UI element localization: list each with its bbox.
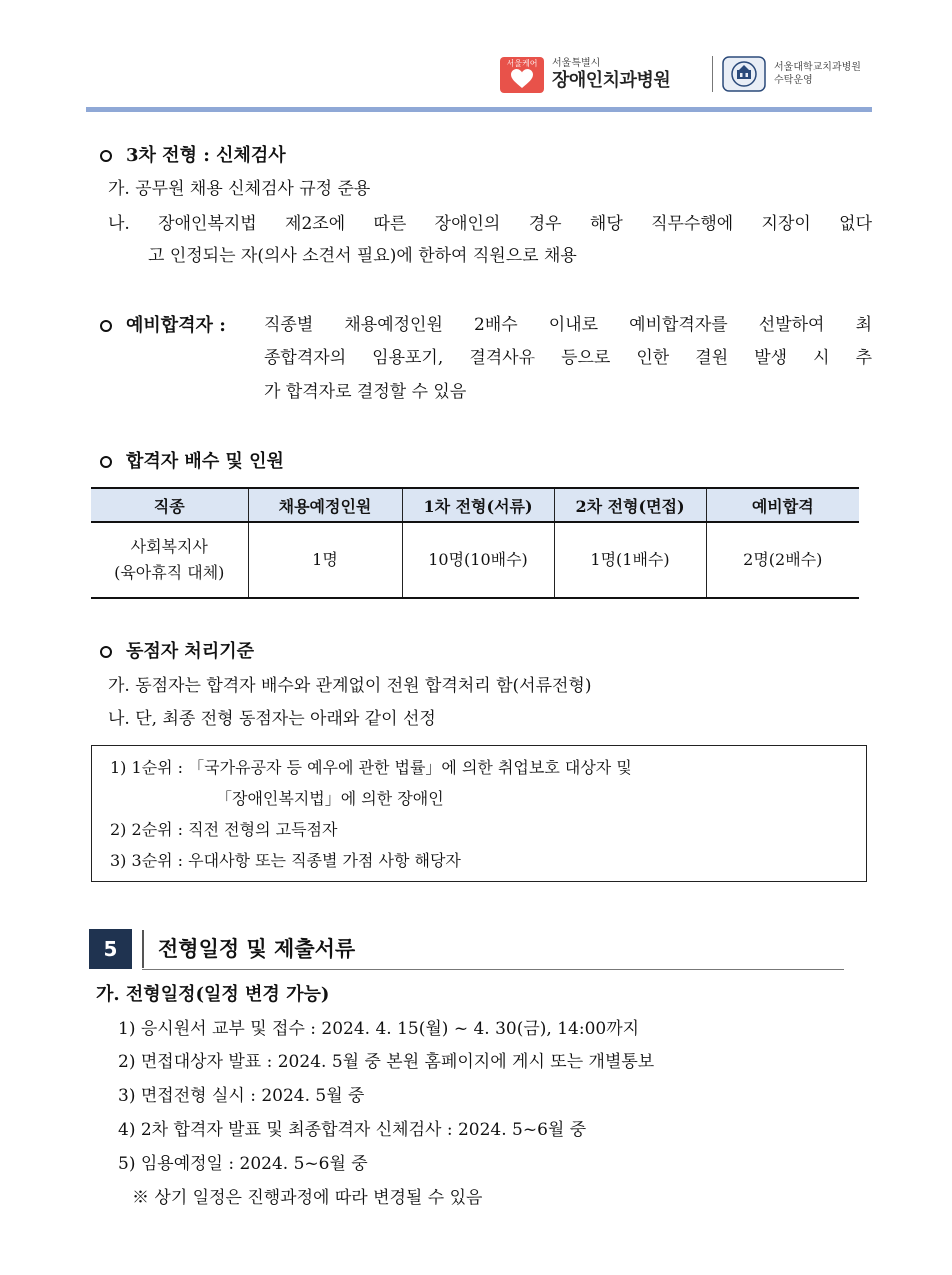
operator-text [774,61,861,87]
schedule-item-2: 2) 면접대상자 발표 : 2024. 5월 중 본원 홈페이지에 게시 또는 개별통보 [118,1052,655,1072]
stage3-title: 3차 전형 : 신체검사 [126,145,286,166]
job-name: 사회복지사 [130,537,208,556]
quota-title: 합격자 배수 및 인원 [126,451,284,472]
tie-title: 동점자 처리기준 [126,641,254,662]
quota-table [91,487,859,599]
section-number-badge: 5 [89,929,132,969]
tie-item-b: 나. 단, 최종 전형 동점자는 아래와 같이 선정 [108,709,436,729]
cell-second-stage: 1명(1배수) [554,522,706,598]
header-job: 직종 [91,488,248,522]
section-title: 전형일정 및 제출서류 [158,936,356,961]
circle-bullet-icon [100,150,112,162]
stage3-item-b-line2: 고 인정되는 자(의사 소견서 필요)에 한하여 직원으로 채용 [148,246,577,266]
hospital-logo [500,56,670,94]
stage3-item-b-line1: 나. 장애인복지법 제2조에 따른 장애인의 경우 해당 직무수행에 지장이 없다 [108,214,872,234]
schedule-subtitle: 가. 전형일정(일정 변경 가능) [96,984,330,1005]
schedule-note: ※ 상기 일정은 진행과정에 따라 변경될 수 있음 [132,1188,483,1208]
hospital-name: 장애인치과병원 [552,70,671,91]
rank3: 3) 3순위 : 우대사항 또는 직종별 가점 사항 해당자 [110,851,461,870]
job-note: (육아휴직 대체) [114,563,225,582]
quota-heading [100,450,284,474]
reserve-line3: 가 합격자로 결정할 수 있음 [264,382,467,402]
cell-planned: 1명 [248,522,402,598]
schedule-item-5: 5) 임용예정일 : 2024. 5~6월 중 [118,1154,368,1174]
heart-icon [511,69,533,89]
seoul-care-label: 서울케어 [506,59,538,68]
seoul-care-logo [500,57,544,93]
rank1-line1: 1) 1순위 : 「국가유공자 등 예우에 관한 법률」에 의한 취업보호 대상자 및 [110,758,632,777]
city-name: 서울특별시 [552,58,601,69]
section-divider [142,930,144,968]
rank2: 2) 2순위 : 직전 전형의 고득점자 [110,820,338,839]
header-bar [86,107,872,112]
cell-first-stage: 10명(10배수) [402,522,554,598]
schedule-item-3: 3) 면접전형 실시 : 2024. 5월 중 [118,1086,365,1106]
table-header-row [91,488,859,522]
rank1-line2: 「장애인복지법」에 의한 장애인 [216,789,444,808]
operator-role: 수탁운영 [774,75,813,86]
circle-bullet-icon [100,456,112,468]
circle-bullet-icon [100,320,112,332]
section-rule [142,969,844,970]
stage3-heading [100,144,286,168]
cell-reserve: 2명(2배수) [706,522,859,598]
reserve-line1: 직종별 채용예정인원 2배수 이내로 예비합격자를 선발하여 최 [264,315,872,335]
cell-job [91,522,248,598]
table-row [91,522,859,598]
header-second-stage: 2차 전형(면접) [554,488,706,522]
reserve-title: 예비합격자 : [126,315,226,336]
tie-heading [100,640,254,664]
header-divider [712,56,713,92]
schedule-item-4: 4) 2차 합격자 발표 및 최종합격자 신체검사 : 2024. 5~6월 중 [118,1120,587,1140]
schedule-item-1: 1) 응시원서 교부 및 접수 : 2024. 4. 15(월) ~ 4. 30(금), 14:00까지 [118,1019,640,1039]
operator-name: 서울대학교치과병원 [774,62,861,73]
circle-bullet-icon [100,646,112,658]
stage3-item-a: 가. 공무원 채용 신체검사 규정 준용 [108,179,371,199]
snu-dental-emblem-icon [722,56,766,92]
header-first-stage: 1차 전형(서류) [402,488,554,522]
reserve-line2: 종합격자의 임용포기, 결격사유 등으로 인한 결원 발생 시 추 [264,348,872,368]
header-reserve: 예비합격 [706,488,859,522]
reserve-heading [100,314,226,338]
tie-item-a: 가. 동점자는 합격자 배수와 관계없이 전원 합격처리 함(서류전형) [108,676,592,696]
header-planned: 채용예정인원 [248,488,402,522]
